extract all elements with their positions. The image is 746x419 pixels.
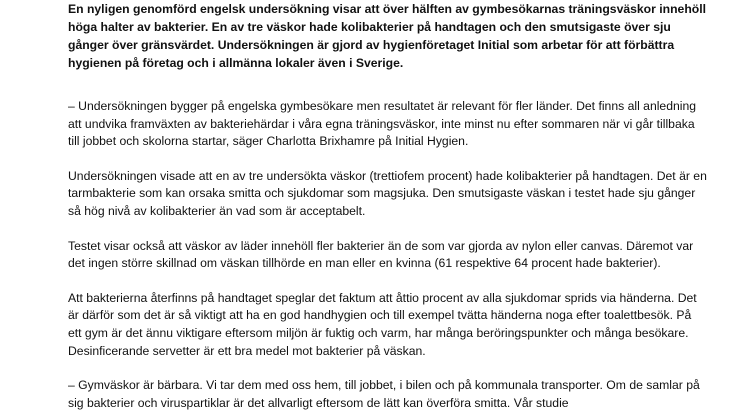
spacer — [68, 221, 708, 238]
body-paragraph-3: Testet visar också att väskor av läder innehöll fler bakterier än de som var gjorda av nylon eller canvas. Däremot var det ingen större skillnad om väskan tillhörde en man eller en kvinna (61 respektive 64 procent hade bakterier). — [68, 238, 694, 271]
lead-paragraph: En nyligen genomförd engelsk undersökning visar att över hälften av gymbesökarnas träningsväskor innehöll höga halter av bakterier. En av tre väskor hade kolibakterier på handtagen och den smutsigaste över sju gånger över gränsvärdet. Undersökningen är gjord av hygienföretaget Initial som arbetar för att förbättra hygienen på företag och i allmänna lokaler även i Sverige. — [68, 2, 706, 70]
spacer — [68, 151, 708, 168]
spacer — [68, 72, 708, 98]
document-page — [68, 0, 708, 412]
body-paragraph-2: Undersökningen visade att en av tre undersökta väskor (trettiofem procent) hade kolibakterier på handtagen. Det är en tarmbakterie som kan orsaka smitta och sjukdomar som magsjuka. Den smutsigaste väskan i testet hade sju gånger så hög nivå av kolibakterier än vad som är acceptabelt. — [68, 168, 707, 218]
body-paragraph-1: – Undersökningen bygger på engelska gymbesökare men resultatet är relevant för fler länder. Det finns all anledning att undvika framväxten av bakteriehärdar i våra egna träningsväskor, inte minst nu efter sommaren när vi går tillbaka till jobbet och skolorna startar, säger Charlotta Brixhamre på Initial Hygien. — [68, 99, 697, 149]
body-paragraph-5: – Gymväskor är bärbara. Vi tar dem med oss hem, till jobbet, i bilen och på kommunala transporter. Om de samlar på sig bakterier och viruspartiklar är det allvarligt eftersom de lätt kan överföra smitta. Vår studie — [68, 378, 700, 410]
spacer — [68, 273, 708, 290]
spacer — [68, 360, 708, 377]
body-paragraph-4: Att bakterierna återfinns på handtaget speglar det faktum att åttio procent av alla sjukdomar sprids via händerna. Det är därför som det är så viktigt att ha en god handhygien och till exempel tvätta händerna noga efter toalettbesök. På ett gym är det ännu viktigare eftersom miljön är fuktig och varm, har många beröringspunkter och många besökare. Desinficerande servetter är ett bra medel mot bakterier på väskan. — [68, 290, 697, 358]
